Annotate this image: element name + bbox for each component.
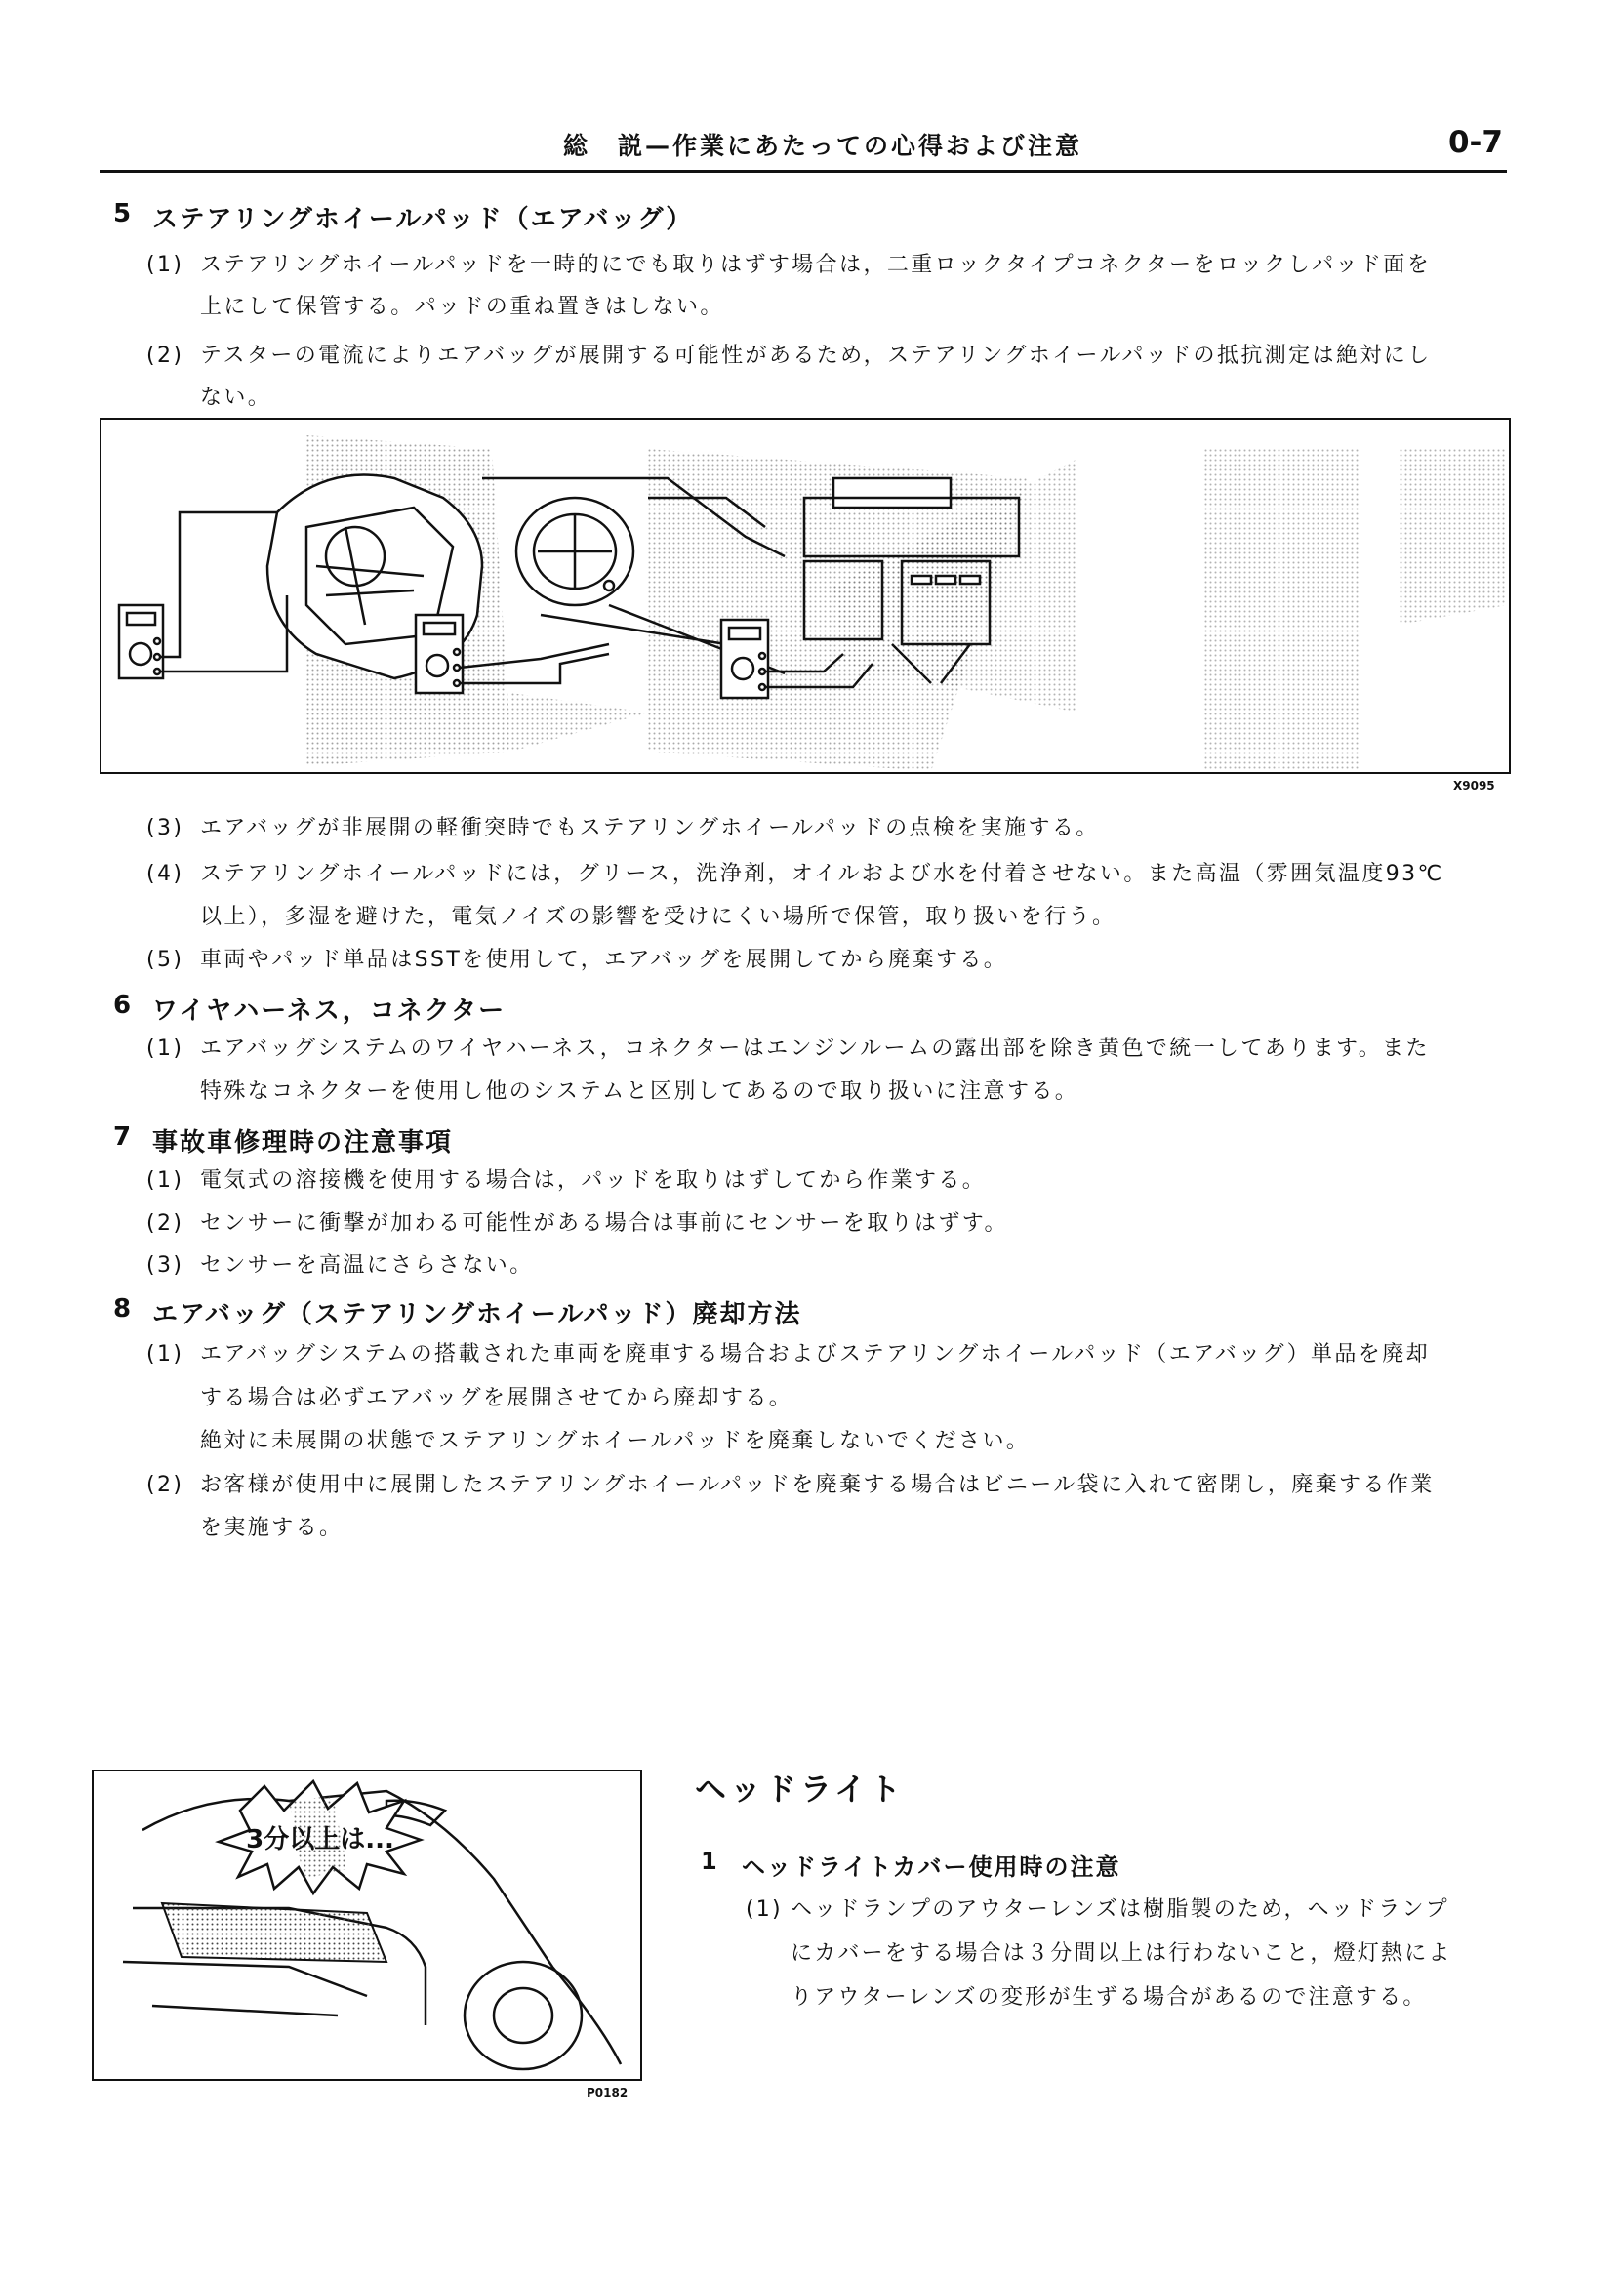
shade-region xyxy=(511,693,648,752)
item-number: (2) xyxy=(146,1473,184,1497)
item-text: テスターの電流によりエアバッグが展開する可能性があるため，ステアリングホイールパッドの抵抗測定は絶対にし xyxy=(200,344,1432,368)
figure-code: X9095 xyxy=(1453,779,1495,793)
item-number: (2) xyxy=(146,344,184,368)
item-number: (2) xyxy=(146,1211,184,1236)
section-number: 1 xyxy=(701,1848,719,1875)
section-number: 5 xyxy=(113,199,134,228)
section-number: 6 xyxy=(113,991,134,1020)
section-title: ヘッドライトカバー使用時の注意 xyxy=(742,1853,1121,1881)
item-number: (3) xyxy=(146,1253,184,1278)
item-number: (3) xyxy=(146,816,184,840)
section-number: 7 xyxy=(113,1122,134,1152)
section-title: エアバッグ（ステアリングホイールパッド）廃却方法 xyxy=(152,1300,802,1329)
item-text-cont: 以上），多湿を避けた，電気ノイズの影響を受けにくい場所で保管，取り扱いを行う。 xyxy=(200,905,1116,929)
item-text: センサーを高温にさらさない。 xyxy=(200,1253,534,1278)
item-text: ステアリングホイールパッドを一時的にでも取りはずす場合は，二重ロックタイプコネクターをロックしパッド面を xyxy=(200,253,1432,277)
balloon-text: 3分以上は... xyxy=(246,1825,394,1854)
headlight-cover-figure xyxy=(92,1770,642,2081)
page-header xyxy=(100,123,1507,173)
item-text-cont: ない。 xyxy=(200,386,272,410)
section-title: 事故車修理時の注意事項 xyxy=(152,1128,454,1158)
item-text-cont: 特殊なコネクターを使用し他のシステムと区別してあるので取り扱いに注意する。 xyxy=(200,1079,1079,1104)
item-text: エアバッグシステムのワイヤハーネス，コネクターはエンジンルームの露出部を除き黄色で統一してあります。また xyxy=(200,1037,1430,1061)
item-number: (1) xyxy=(746,1897,783,1922)
headlight-cover xyxy=(162,1903,386,1962)
item-text-cont: 絶対に未展開の状態でステアリングホイールパッドを廃棄しないでください。 xyxy=(200,1429,1031,1453)
item-number: (1) xyxy=(146,1342,184,1366)
item-number: (4) xyxy=(146,862,184,886)
header-title: 総 説—作業にあたっての心得および注意 xyxy=(563,132,1083,160)
item-text: エアバッグシステムの搭載された車両を廃車する場合およびステアリングホイールパッド（エアバッグ）単品を廃却 xyxy=(200,1342,1431,1366)
item-text: お客様が使用中に展開したステアリングホイールパッドを廃棄する場合はビニール袋に入れて密閉し，廃棄する作業 xyxy=(200,1473,1435,1497)
item-text: 車両やパッド単品はSSTを使用して，エアバッグを展開してから廃棄する。 xyxy=(200,948,1008,972)
item-text: 電気式の溶接機を使用する場合は，パッドを取りはずしてから作業する。 xyxy=(200,1168,987,1193)
item-number: (1) xyxy=(146,253,184,277)
page-number: 0-7 xyxy=(1447,125,1503,160)
section-number: 8 xyxy=(113,1294,134,1323)
item-text: エアバッグが非展開の軽衝突時でもステアリングホイールパッドの点検を実施する。 xyxy=(200,816,1100,840)
figure-code: P0182 xyxy=(587,2086,629,2099)
airbag-measurement-figure xyxy=(100,418,1511,774)
shade-region xyxy=(1204,449,1360,771)
section-title: ワイヤハーネス，コネクター xyxy=(152,997,507,1026)
figure-illustration xyxy=(102,420,1509,772)
section-title: ステアリングホイールパッド（エアバッグ） xyxy=(152,205,694,234)
headlight-title: ヘッドライト xyxy=(695,1771,906,1808)
item-text-cont: を実施する。 xyxy=(200,1516,344,1540)
car-front-illustration xyxy=(94,1771,640,2079)
item-number: (5) xyxy=(146,948,184,972)
item-number: (1) xyxy=(146,1168,184,1193)
tester-1 xyxy=(119,512,287,678)
item-text: ステアリングホイールパッドには，グリース，洗浄剤，オイルおよび水を付着させない。また高温（雰囲気温度93℃ xyxy=(200,862,1444,886)
item-text: ヘッドランプのアウターレンズは樹脂製のため，ヘッドランプ xyxy=(791,1897,1449,1922)
item-text-cont: りアウターレンズの変形が生ずる場合があるので注意する。 xyxy=(791,1985,1427,2010)
tester-2 xyxy=(416,615,609,693)
shade-region xyxy=(1400,449,1507,625)
item-text-cont: にカバーをする場合は３分間以上は行わないこと，燈灯熱によ xyxy=(791,1941,1452,1966)
item-text-cont: 上にして保管する。パッドの重ね置きはしない。 xyxy=(200,295,724,319)
item-number: (1) xyxy=(146,1037,184,1061)
item-text: センサーに衝撃が加わる可能性がある場合は事前にセンサーを取りはずす。 xyxy=(200,1211,1008,1236)
item-text-cont: する場合は必ずエアバッグを展開させてから廃却する。 xyxy=(200,1386,793,1410)
